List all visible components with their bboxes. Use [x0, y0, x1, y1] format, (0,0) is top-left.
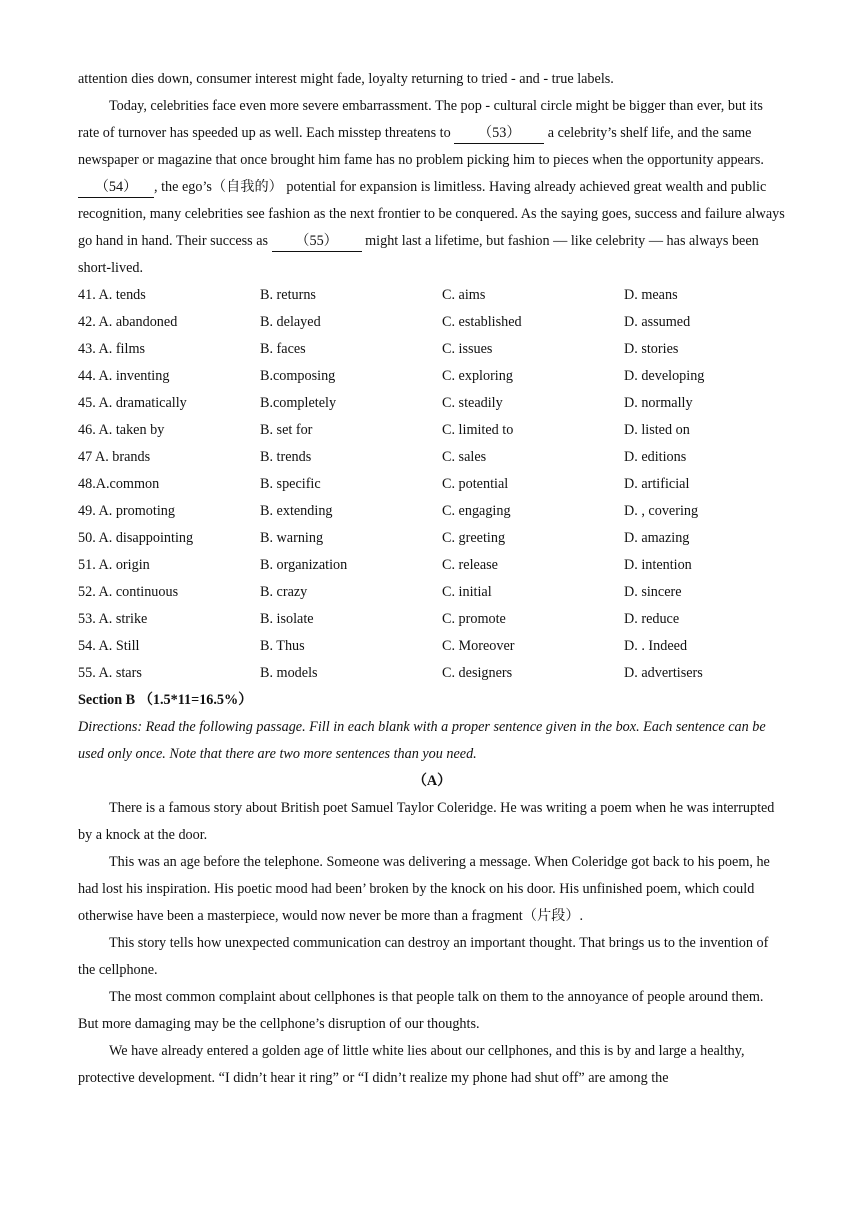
option-b: B.composing — [260, 368, 336, 384]
option-c: C. steadily — [442, 395, 503, 411]
passage-paragraph: There is a famous story about British poet Samuel Taylor Coleridge. He was writing a poem when he was interrupted by a knock at the door. — [78, 800, 775, 843]
option-c: C. designers — [442, 665, 513, 681]
options-table — [78, 282, 786, 687]
option-a: 51. A. origin — [78, 557, 150, 573]
blank-55: （55） — [272, 231, 362, 252]
passage-paragraph: We have already entered a golden age of little white lies about our cellphones, and this is by and large a healthy, protective development. “I didn’t hear it ring” or “I didn’t realize my phone had shut off” are among the — [78, 1043, 745, 1086]
option-d: D. , covering — [624, 503, 699, 519]
option-row — [78, 633, 786, 660]
blank-54: （54） — [78, 177, 154, 198]
passage-text: , the ego’s（自我的） potential for expansion is limitless. Having already achieved great wealth and public recognition, many celebrities see fashion as the next frontier to be conquered. As the saying goes, success and failure always go hand in hand. Their success as — [78, 179, 785, 249]
option-d: D. means — [624, 287, 678, 303]
option-c: C. Moreover — [442, 638, 515, 654]
option-a: 42. A. abandoned — [78, 314, 178, 330]
option-a: 54. A. Still — [78, 638, 140, 654]
option-row — [78, 417, 786, 444]
option-d: D. . Indeed — [624, 638, 688, 654]
option-b: B. Thus — [260, 638, 305, 654]
option-row — [78, 660, 786, 687]
option-b: B.completely — [260, 395, 337, 411]
option-a: 52. A. continuous — [78, 584, 179, 600]
option-a: 46. A. taken by — [78, 422, 165, 438]
option-row — [78, 471, 786, 498]
blank-53: （53） — [454, 123, 544, 144]
passage-paragraph: This was an age before the telephone. Someone was delivering a message. When Coleridge got back to his poem, he had lost his inspiration. His poetic mood had been’ broken by the knock on his door. His unfinished poem, which could otherwise have been a masterpiece, would now never be more than a fragment（片段）. — [78, 854, 770, 924]
passage-line: attention dies down, consumer interest might fade, loyalty returning to tried - and - true labels. — [78, 71, 614, 87]
option-row — [78, 498, 786, 525]
passage-text: a celebrity’s shelf life, and the same newspaper or magazine that once brought him fame has no problem picking him to pieces when the opportunity appears. — [78, 125, 764, 168]
passage-label: （A） — [412, 773, 452, 789]
option-c: C. exploring — [442, 368, 513, 384]
option-b: B. returns — [260, 287, 316, 303]
option-d: D. stories — [624, 341, 679, 357]
option-a: 49. A. promoting — [78, 503, 175, 519]
option-c: C. potential — [442, 476, 509, 492]
option-row — [78, 336, 786, 363]
option-b: B. faces — [260, 341, 306, 357]
option-row — [78, 363, 786, 390]
option-d: D. editions — [624, 449, 687, 465]
passage-text: Today, celebrities face even more severe embarrassment. The pop - cultural circle might be bigger than ever, but its rate of turnover has speeded up as well. Each misstep threatens to — [78, 98, 763, 141]
option-a: 45. A. dramatically — [78, 395, 187, 411]
passage-paragraph: The most common complaint about cellphones is that people talk on them to the annoyance of people around them. But more damaging may be the cellphone’s disruption of our thoughts. — [78, 989, 764, 1032]
option-b: B. models — [260, 665, 318, 681]
option-a: 48.A.common — [78, 476, 160, 492]
option-b: B. specific — [260, 476, 321, 492]
option-c: C. initial — [442, 584, 492, 600]
option-b: B. crazy — [260, 584, 308, 600]
option-row — [78, 525, 786, 552]
option-c: C. greeting — [442, 530, 506, 546]
option-d: D. normally — [624, 395, 693, 411]
option-b: B. organization — [260, 557, 348, 573]
option-d: D. listed on — [624, 422, 690, 438]
section-heading: Section B （1.5*11=16.5%） — [78, 692, 253, 708]
option-d: D. assumed — [624, 314, 691, 330]
option-c: C. release — [442, 557, 498, 573]
option-b: B. trends — [260, 449, 312, 465]
option-b: B. isolate — [260, 611, 314, 627]
option-row — [78, 579, 786, 606]
option-d: D. reduce — [624, 611, 680, 627]
option-a: 41. A. tends — [78, 287, 146, 303]
page-content — [78, 66, 786, 1092]
section-directions: Directions: Read the following passage. Fill in each blank with a proper sentence given in the box. Each sentence can be used only once. Note that there are two more sentences than you need. — [78, 719, 766, 762]
option-row — [78, 390, 786, 417]
option-c: C. sales — [442, 449, 487, 465]
option-row — [78, 309, 786, 336]
option-a: 43. A. films — [78, 341, 146, 357]
option-d: D. advertisers — [624, 665, 703, 681]
option-b: B. set for — [260, 422, 313, 438]
option-row — [78, 552, 786, 579]
option-d: D. sincere — [624, 584, 682, 600]
option-c: C. limited to — [442, 422, 514, 438]
option-b: B. extending — [260, 503, 333, 519]
option-row — [78, 282, 786, 309]
option-c: C. aims — [442, 287, 486, 303]
option-d: D. amazing — [624, 530, 690, 546]
option-a: 44. A. inventing — [78, 368, 170, 384]
option-d: D. developing — [624, 368, 705, 384]
option-a: 55. A. stars — [78, 665, 142, 681]
option-b: B. warning — [260, 530, 324, 546]
option-c: C. engaging — [442, 503, 511, 519]
option-a: 53. A. strike — [78, 611, 148, 627]
option-c: C. issues — [442, 341, 493, 357]
option-a: 47 A. brands — [78, 449, 151, 465]
passage-text: might last a lifetime, but fashion — like celebrity — has always been short-lived. — [78, 233, 759, 276]
passage-paragraph — [78, 93, 786, 282]
option-row — [78, 606, 786, 633]
option-a: 50. A. disappointing — [78, 530, 194, 546]
option-d: D. intention — [624, 557, 692, 573]
option-b: B. delayed — [260, 314, 321, 330]
option-row — [78, 444, 786, 471]
option-d: D. artificial — [624, 476, 690, 492]
option-c: C. promote — [442, 611, 506, 627]
option-c: C. established — [442, 314, 522, 330]
passage-paragraph: This story tells how unexpected communication can destroy an important thought. That brings us to the invention of the cellphone. — [78, 935, 769, 978]
